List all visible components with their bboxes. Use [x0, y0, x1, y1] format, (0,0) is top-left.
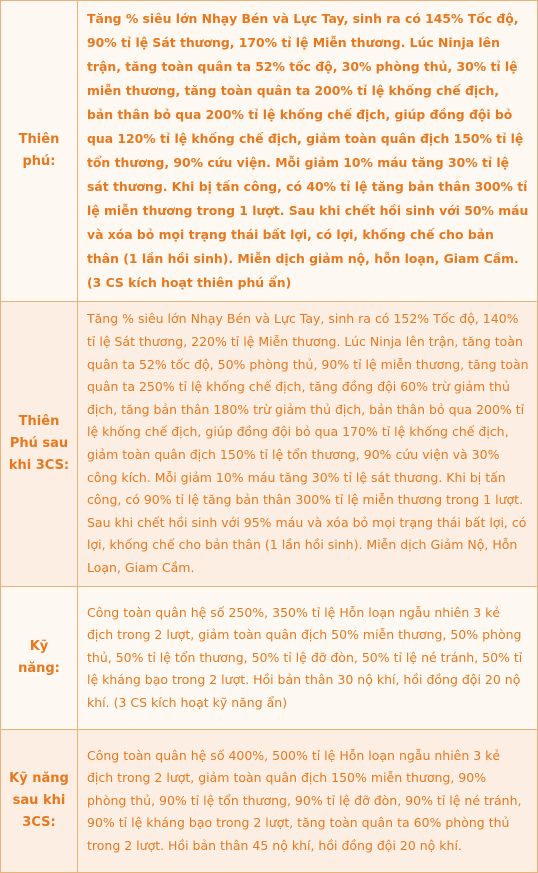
row-content-talent-after-3cs: Tăng % siêu lớn Nhạy Bén và Lực Tay, sinh ra có 152% Tốc độ, 140% tỉ lệ Sát thương, 220% tỉ lệ Miễn thương. Lúc Ninja lên trận, tăng toàn quân ta 52% tốc độ, 50% phòng thủ, 90% tỉ lệ miễn thương, tăng toàn quân ta 250% tỉ lệ khống chế địch, tăng đồng đội 60% trừ giảm thủ địch, tăng bản thân 180% trừ giảm thủ địch, bản thân bỏ qua 200% tỉ lệ khống chế địch, giúp đồng đội bỏ qua 170% tỉ lệ khống chế địch, giảm toàn quân địch 150% tỉ lệ tổn thương, 90% cứu viện và 30% công kích. Mỗi giảm 10% máu tăng 30% tỉ lệ sát thương. Khi bị tấn công, có 90% tỉ lệ tăng bản thân 300% tỉ lệ miễn thương trong 1 lượt. Sau khi chết hồi sinh với 95% máu và xóa bỏ mọi trạng thái bất lợi, có lợi, khống chế cho bản thân (1 lần hồi sinh). Miễn dịch Giảm Nộ, Hỗn Loạn, Giam Cầm.	[78, 302, 538, 587]
row-content-skill-after-3cs: Công toàn quân hệ số 400%, 500% tỉ lệ Hỗn loạn ngẫu nhiên 3 kẻ địch trong 2 lượt, giảm toàn quân địch 150% miễn thương, 90% phòng thủ, 90% tỉ lệ tổn thương, 90% tỉ lệ đỡ đòn, 90% tỉ lệ né tránh, 90% tỉ lệ kháng bạo trong 2 lượt, tăng toàn quân ta 60% phòng thủ trong 2 lượt. Hồi bản thân 45 nộ khí, hồi đồng đội 20 nộ khí.	[78, 730, 538, 873]
table-row	[1, 587, 538, 730]
table-row	[1, 302, 538, 587]
row-label-talent-after-3cs: Thiên Phú sau khi 3CS:	[1, 302, 78, 587]
table-row	[1, 730, 538, 873]
row-label-skill-after-3cs: Kỹ năng sau khi 3CS:	[1, 730, 78, 873]
table-row	[1, 1, 538, 302]
row-label-talent: Thiên phú:	[1, 1, 78, 302]
row-content-talent: Tăng % siêu lớn Nhạy Bén và Lực Tay, sinh ra có 145% Tốc độ, 90% tỉ lệ Sát thương, 170% tỉ lệ Miễn thương. Lúc Ninja lên trận, tăng toàn quân ta 52% tốc độ, 30% phòng thủ, 30% tỉ lệ miễn thương, tăng toàn quân ta 200% tỉ lệ khống chế địch, bản thân bỏ qua 200% tỉ lệ khống chế địch, giúp đồng đội bỏ qua 120% tỉ lệ khống chế địch, giảm toàn quân địch 150% tỉ lệ tổn thương, 90% cứu viện. Mỗi giảm 10% máu tăng 30% tỉ lệ sát thương. Khi bị tấn công, có 40% tỉ lệ tăng bản thân 300% tỉ lệ miễn thương trong 1 lượt. Sau khi chết hồi sinh với 50% máu và xóa bỏ mọi trạng thái bất lợi, có lợi, khống chế cho bản thân (1 lần hồi sinh). Miễn dịch giảm nộ, hỗn loạn, Giam Cầm. (3 CS kích hoạt thiên phú ẩn)	[78, 1, 538, 302]
row-content-skill: Công toàn quân hệ số 250%, 350% tỉ lệ Hỗn loạn ngẫu nhiên 3 kẻ địch trong 2 lượt, giảm toàn quân địch 50% miễn thương, 50% phòng thủ, 50% tỉ lệ tổn thương, 50% tỉ lệ đỡ đòn, 50% tỉ lệ né tránh, 50% tỉ lệ kháng bạo trong 2 lượt. Hồi bản thân 30 nộ khí, hồi đồng đội 20 nộ khí. (3 CS kích hoạt kỹ năng ẩn)	[78, 587, 538, 730]
row-label-skill: Kỹ năng:	[1, 587, 78, 730]
